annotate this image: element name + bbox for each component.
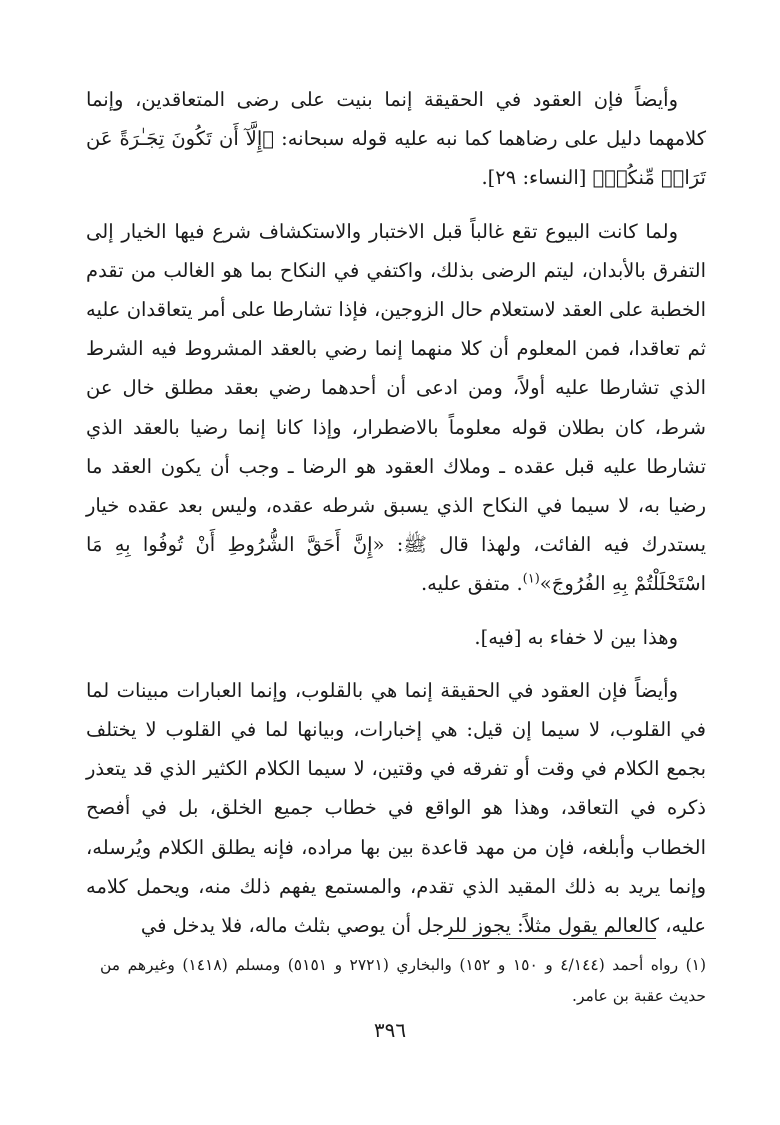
hadith-quote: «إِنَّ أَحَقَّ الشُّرُوطِ أَنْ تُوفُوا بِهِ مَا اسْتَحْلَلْتُمْ بِهِ الفُرُوجَ» (86, 533, 706, 596)
paragraph-1 (86, 80, 706, 198)
footnote-divider (448, 938, 656, 939)
paragraph-4 (86, 671, 706, 945)
paragraph-text: وأيضاً فإن العقود في الحقيقة إنما بنيت على رضى المتعاقدين، وإنما كلامهما دليل على رضاهما كما نبه عليه قوله سبحانه: (86, 88, 706, 151)
paragraph-text: ولما كانت البيوع تقع غالباً قبل الاختبار والاستكشاف شرع فيها الخيار إلى التفرق بالأبدان، ليتم الرضى بذلك، واكتفي في النكاح بما هو الغالب من تقدم الخطبة على العقد لاستعلام حال الزوجين، فإذا تشارطا على أمر يتعاقدان عليه ثم تعاقدا، فمن المعلوم أن كلا منهما إنما رضي بالعقد المشروط فيه الشرط الذي تشارطا عليه أولاً، ومن ادعى أن أحدهما رضي بعقد مطلق خال عن شرط، كان بطلان قوله معلوماً بالاضطرار، وإذا كانا إنما رضيا بالعقد الذي تشارطا عليه قبل عقده ـ وملاك العقود هو الرضا ـ وجب أن يكون العقد ما رضيا به، لا سيما في النكاح الذي يسبق شرطه عقده، وليس بعد عقده خيار يستدرك فيه الفائت، ولهذا قال ﷺ: (86, 219, 706, 557)
paragraph-text: وأيضاً فإن العقود في الحقيقة إنما هي بالقلوب، وإنما العبارات مبينات لما في القلوب، لا سيما إن قيل: هي إخبارات، وبيانها لما في القلوب لا يختلف بجمع الكلام في وقت أو تفرقه في وقتين، لا سيما الكلام الكثير الذي قد يتعذر ذكره في التعاقد، وهذا هو الواقع في خطاب جميع الخلق، بل في أفصح الخطاب وأبلغه، فإن من مهد قاعدة بين بها مراده، فإنه يطلق الكلام ويُرسله، وإنما يريد به ذلك المقيد الذي تقدم، والمستمع يفهم ذلك منه، ويحمل كلامه عليه، كالعالم يقول مثلاً: يجوز للرجل أن يوصي بثلث ماله، فلا يدخل في (86, 678, 706, 938)
footnote-reference[interactable]: (١) (522, 571, 540, 587)
paragraph-text: وهذا بين لا خفاء به [فيه]. (474, 625, 678, 649)
footnote-1: (١) رواه أحمد (٤/١٤٤ و ١٥٠ و ١٥٢) والبخاري (٢٧٢١ و ٥١٥١) ومسلم (١٤١٨) وغيرهم من حديث عقبة بن عامر. (100, 956, 707, 1005)
paragraph-2 (86, 212, 706, 604)
page-body (86, 80, 706, 959)
paragraph-3 (86, 618, 706, 657)
quran-verse: ﴿إِلَّآ أَن تَكُونَ تِجَـٰرَةً عَن تَرَاضٖ مِّنكُمۡ﴾ (86, 127, 706, 190)
verse-citation: [النساء: ٢٩]. (481, 166, 593, 190)
page-number: ٣٩٦ (373, 1018, 407, 1042)
footnotes (100, 950, 706, 1012)
paragraph-text-end: . متفق عليه. (420, 572, 523, 596)
